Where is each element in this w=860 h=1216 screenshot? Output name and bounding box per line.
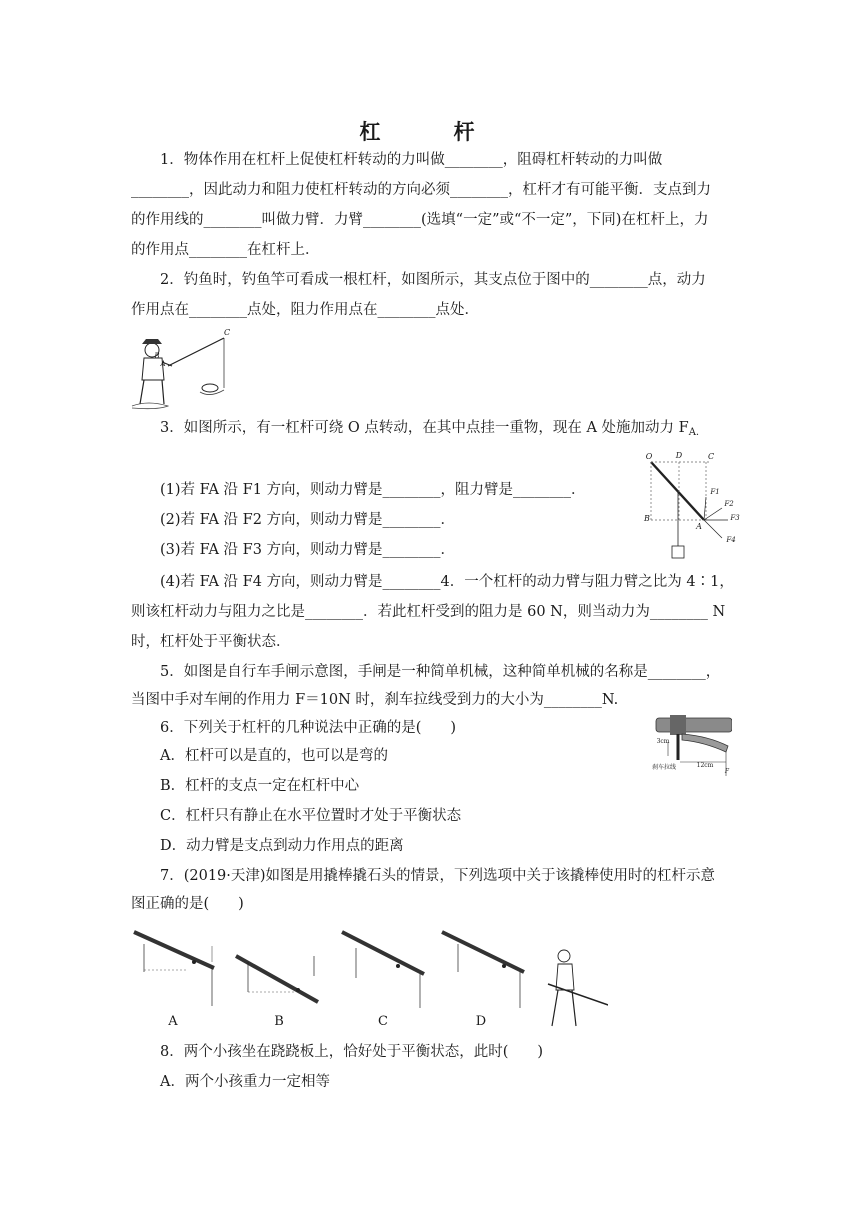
q7-line-1: 7．(2019·天津)如图是用撬棒撬石头的情景，下列选项中关于该撬棒使用时的杠杆示意	[160, 868, 716, 884]
q6-option-b: B．杠杆的支点一定在杠杆中心	[160, 778, 360, 794]
q3-part-3: (3)若 FA 沿 F3 方向，则动力臂是________．	[160, 542, 456, 558]
lever-label-f1: F1	[710, 488, 720, 496]
brake-label-cable: 刹车拉线	[651, 764, 676, 771]
q3-part-2: (2)若 FA 沿 F2 方向，则动力臂是________．	[160, 512, 456, 528]
q4-line-2: 则该杠杆动力与阻力之比是________．若此杠杆受到的阻力是 60 N，则当动力为________ N	[131, 604, 726, 620]
q7-diagram-d	[442, 932, 524, 1008]
q5-line-1: 5．如图是自行车手闸示意图，手闸是一种简单机械，这种简单机械的名称是________，	[160, 664, 721, 680]
lever-figure	[646, 452, 738, 564]
q3-part-4-q4: (4)若 FA 沿 F4 方向，则动力臂是________4．一个杠杆的动力臂与阻力臂之比为 4∶1，	[160, 574, 734, 590]
q1-line-2: ________，因此动力和阻力使杠杆转动的方向必须________，杠杆才有可能平衡．支点到力	[131, 182, 711, 198]
page-title: 杠 杆	[359, 119, 501, 144]
q4-line-3: 时，杠杆处于平衡状态．	[131, 634, 291, 650]
brake-label-f: F	[724, 768, 730, 775]
q3-part-1: (1)若 FA 沿 F1 方向，则动力臂是________，阻力臂是________．	[160, 482, 586, 498]
q6-stem: 6．下列关于杠杆的几种说法中正确的是( )	[160, 720, 457, 736]
q8-stem: 8．两个小孩坐在跷跷板上，恰好处于平衡状态，此时( )	[160, 1044, 544, 1060]
lever-label-f3: F3	[730, 514, 740, 522]
q7-option-label-d: D	[475, 1014, 487, 1029]
q7-option-label-a: A	[168, 1014, 178, 1029]
q3-intro-sub: A.	[688, 427, 700, 438]
q7-option-label-c: C	[378, 1014, 388, 1029]
q7-diagram-a	[134, 932, 214, 1006]
q6-option-a: A．杠杆可以是直的，也可以是弯的	[160, 748, 388, 764]
lever-label-o: O	[645, 452, 653, 461]
q7-person-picture	[548, 950, 608, 1026]
q7-options-figure	[128, 926, 608, 1036]
q7-diagram-b	[236, 956, 318, 1002]
brake-figure	[648, 712, 732, 778]
lever-label-f2: F2	[724, 500, 734, 508]
lever-label-c: C	[707, 452, 715, 461]
lever-label-d: D	[675, 451, 683, 460]
fishing-label-a: A	[160, 360, 166, 368]
q3-intro-text: 3．如图所示，有一杠杆可绕 O 点转动，在其中点挂一重物，现在 A 处施加动力 F	[160, 420, 689, 436]
lever-label-b: B	[644, 514, 650, 523]
q7-line-2: 图正确的是( )	[131, 896, 244, 912]
q7-option-label-b: B	[274, 1014, 284, 1029]
q6-option-c: C．杠杆只有静止在水平位置时才处于平衡状态	[160, 808, 462, 824]
q2-line-2: 作用点在________点处，阻力作用点在________点处．	[131, 302, 479, 318]
fishing-label-c: C	[223, 328, 231, 337]
q6-option-d: D．动力臂是支点到动力作用点的距离	[160, 838, 404, 854]
lever-label-f4: F4	[726, 536, 736, 544]
fishing-label-b: B	[154, 352, 160, 360]
q1-line-1: 1．物体作用在杠杆上促使杠杆转动的力叫做________，阻碍杠杆转动的力叫做	[160, 152, 663, 168]
q2-line-1: 2．钓鱼时，钓鱼竿可看成一根杠杆，如图所示，其支点位于图中的________点，动力	[160, 272, 706, 288]
lever-label-a: A	[696, 522, 702, 531]
q7-diagram-c	[342, 932, 424, 1008]
q1-line-4: 的作用点________在杠杆上．	[131, 242, 320, 258]
q1-line-3: 的作用线的________叫做力臂．力臂________(选填“一定”或“不一定”，下同)在杠杆上，力	[131, 212, 709, 228]
q3-intro	[160, 418, 699, 443]
q8-option-a: A．两个小孩重力一定相等	[160, 1074, 330, 1090]
fishing-figure	[128, 330, 233, 412]
q5-line-2: 当图中手对车闸的作用力 F＝10N 时，刹车拉线受到力的大小为________N.	[131, 692, 619, 708]
brake-label-12cm: 12cm	[696, 762, 714, 769]
brake-label-3cm: 3cm	[656, 738, 670, 745]
